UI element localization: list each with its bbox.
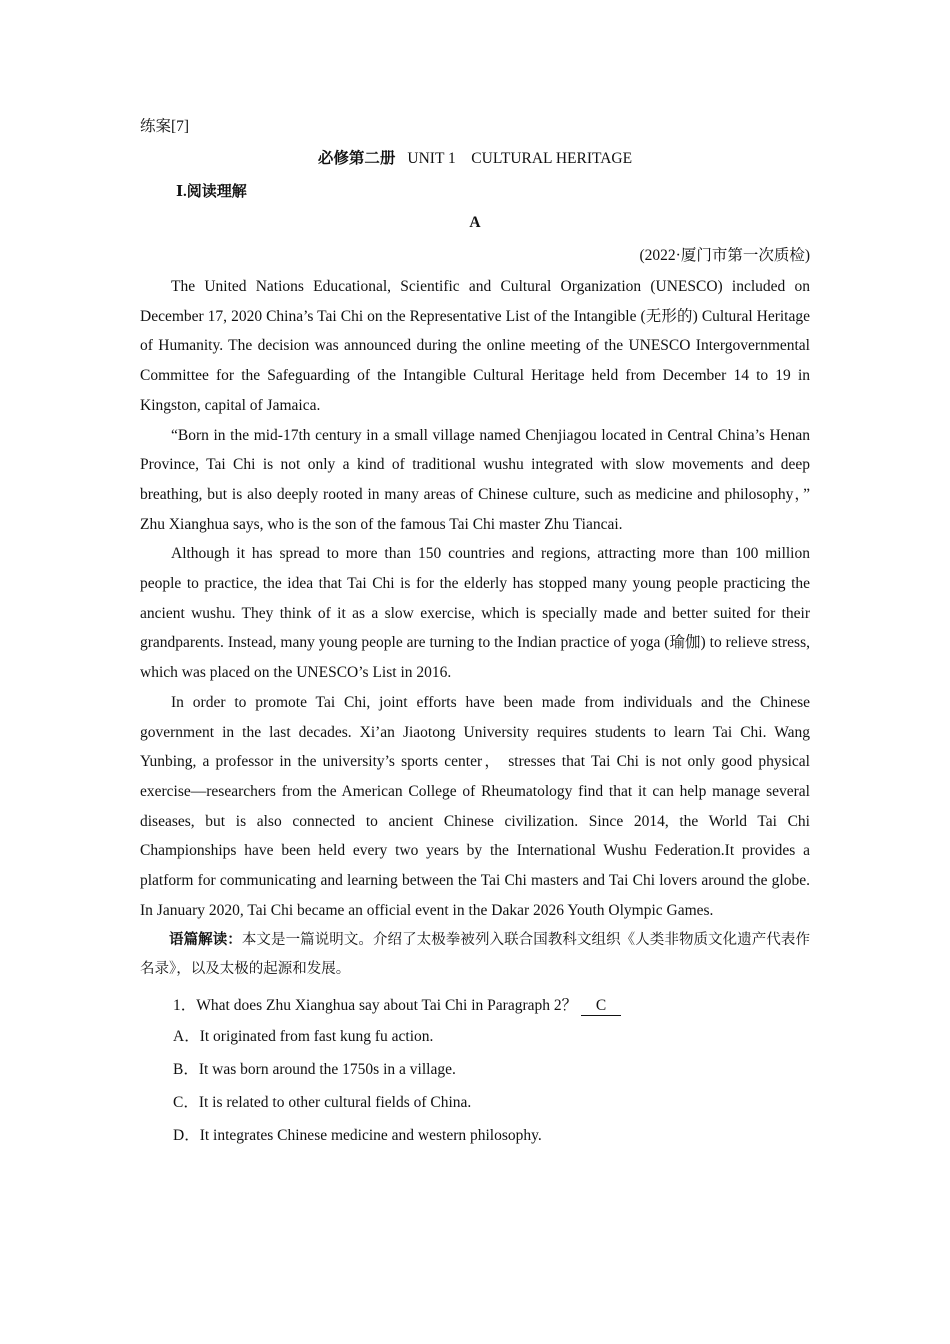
option-b: B．It was born around the 1750s in a village. <box>173 1061 456 1079</box>
unit-title <box>140 140 810 178</box>
passage-summary <box>140 925 810 984</box>
part-label: A <box>469 214 481 231</box>
summary-text: 本文是一篇说明文。介绍了太极拳被列入联合国教科文组织《人类非物质文化遗产代表作名录》，以及太极的起源和发展。 <box>140 932 811 978</box>
section-heading: Ⅰ.阅读理解 <box>176 184 247 200</box>
passage-paragraph-4: In order to promote Tai Chi, joint efforts have been made from individuals and the Chinese government in the last decades. Xi’an Jiaotong University requires students to learn Tai Chi. Wang Yunbing, a professor in the university’s sports center， stresses that Tai Chi is not only good physical exercise—researchers from the American College of Rheumatology find that it can help manage several diseases, but is also connected to ancient Chinese civilization. Since 2014, the World Tai Chi Championships have been held every two years by the International Wushu Federation.It provides a platform for communicating and learning between the Tai Chi masters and Tai Chi lovers around the globe. In January 2020, Tai Chi became an official event in the Dakar 2026 Youth Olympic Games. <box>140 693 810 919</box>
answer-blank: C <box>581 997 621 1016</box>
worksheet-page <box>140 114 810 1152</box>
unit-title-cn: 必修第二册 <box>317 150 396 167</box>
passage-paragraph-2: “Born in the mid-17th century in a small village named Chenjiagou located in Central China’s Henan Province, Tai Chi is not only a kind of traditional wushu integrated with slow movements and deep breathing, but is also deeply rooted in many areas of Chinese culture, such as medicine and philosophy，” Zhu Xianghua says, who is the son of the famous Tai Chi master Zhu Tiancai. <box>140 426 810 533</box>
option-a: A．It originated from fast kung fu action. <box>173 1028 434 1046</box>
summary-label: 语篇解读： <box>169 931 242 949</box>
passage-paragraph-3: Although it has spread to more than 150 countries and regions, attracting more than 100 million people to practice, the idea that Tai Chi is for the elderly has stopped many young people practicing the ancient wushu. They think of it as a slow exercise, which is specially made and better suited for their grandparents. Instead, many young people are turning to the Indian practice of yoga (瑜伽) to relieve stress, which was placed on the UNESCO’s List in 2016. <box>140 545 810 682</box>
question-1 <box>140 990 810 1021</box>
question-stem: 1．What does Zhu Xianghua say about Tai Chi in Paragraph 2？ <box>173 997 578 1015</box>
passage-paragraph-1: The United Nations Educational, Scientific and Cultural Organization (UNESCO) included on December 17, 2020 China’s Tai Chi on the Representative List of the Intangible (无形的) Cultural Heritage of Humanity. The decision was announced during the online meeting of the UNESCO Intergovernmental Committee for the Safeguarding of the Intangible Cultural Heritage held from December 14 to 19 in Kingston, capital of Jamaica. <box>140 278 810 414</box>
doc-label: 练案[7] <box>140 118 190 135</box>
source-note: (2022·厦门市第一次质检) <box>639 247 810 264</box>
unit-title-en: UNIT 1 CULTURAL HERITAGE <box>407 150 633 167</box>
option-c: C．It is related to other cultural fields of China. <box>173 1093 472 1111</box>
option-d: D．It integrates Chinese medicine and western philosophy. <box>173 1126 542 1144</box>
